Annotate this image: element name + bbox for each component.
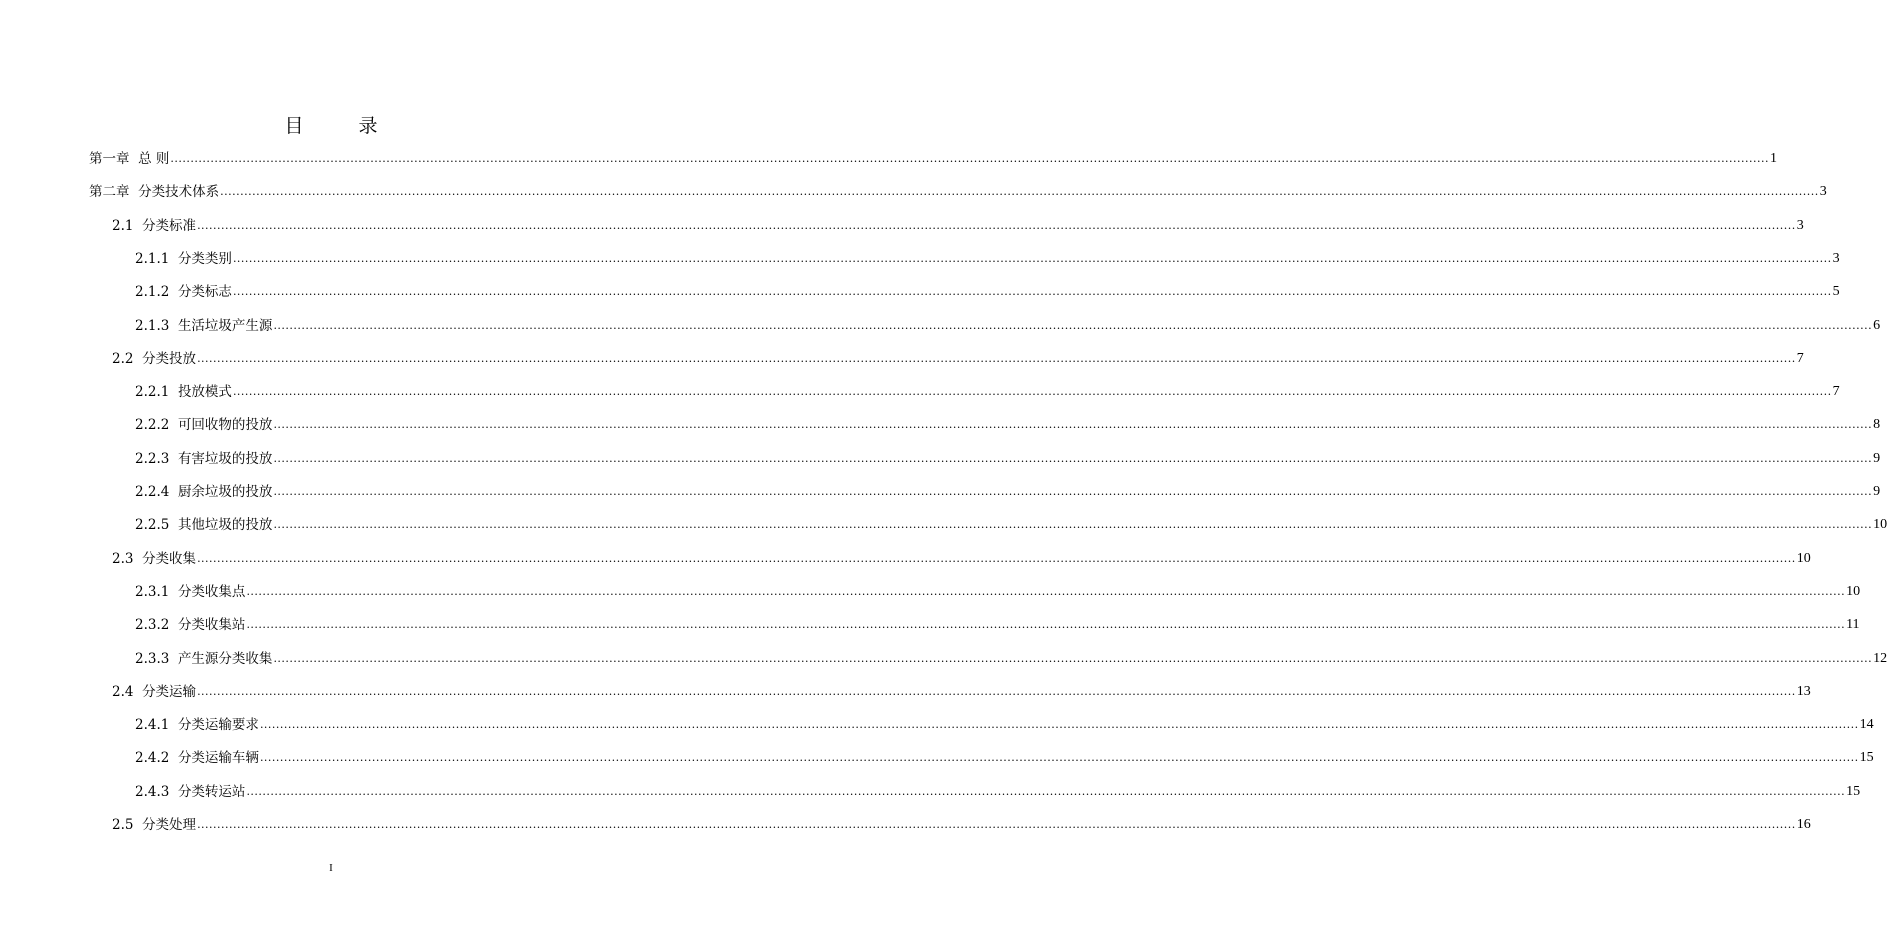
toc-dot-leader: ................................................................................................................................................................................................................................................................................................................................................................................................................ bbox=[246, 618, 1846, 632]
toc-entry-page: 7 bbox=[1796, 350, 1804, 366]
toc-entry-title: 分类技术体系 bbox=[138, 184, 220, 201]
toc-entry-title: 分类转运站 bbox=[177, 783, 246, 800]
toc-entry[interactable] bbox=[135, 648, 1887, 670]
toc-entry-number: 2.2.2 bbox=[135, 417, 178, 434]
toc-entry-page: 14 bbox=[1859, 717, 1874, 733]
toc-entry[interactable] bbox=[112, 814, 1811, 836]
toc-entry[interactable] bbox=[135, 747, 1874, 769]
toc-dot-leader: ................................................................................................................................................................................................................................................................................................................................................................................................................ bbox=[197, 351, 1796, 365]
toc-entry-title: 分类运输要求 bbox=[177, 717, 259, 734]
toc-entry[interactable] bbox=[135, 514, 1887, 536]
toc-dot-leader: ................................................................................................................................................................................................................................................................................................................................................................................................................ bbox=[246, 784, 1846, 798]
toc-entry-page: 7 bbox=[1832, 384, 1840, 400]
toc-entry[interactable] bbox=[135, 381, 1840, 403]
toc-entry-number: 2.1 bbox=[112, 217, 143, 234]
toc-entry[interactable] bbox=[112, 215, 1804, 237]
toc-entry-number: 2.3 bbox=[112, 550, 143, 567]
toc-entry-title: 分类投放 bbox=[142, 350, 197, 367]
toc-entry-page: 6 bbox=[1873, 317, 1881, 333]
toc-entry-page: 3 bbox=[1819, 184, 1827, 200]
page-number: I bbox=[329, 862, 333, 874]
toc-entry-title: 可回收物的投放 bbox=[177, 417, 273, 434]
toc-entry-page: 10 bbox=[1846, 583, 1861, 599]
toc-entry-page: 3 bbox=[1796, 217, 1804, 233]
toc-dot-leader: ................................................................................................................................................................................................................................................................................................................................................................................................................ bbox=[197, 218, 1796, 232]
toc-entry-title: 分类运输 bbox=[142, 683, 197, 700]
toc-entry[interactable] bbox=[112, 348, 1804, 370]
toc-entry-page: 10 bbox=[1873, 517, 1887, 533]
toc-dot-leader: ................................................................................................................................................................................................................................................................................................................................................................................................................ bbox=[273, 318, 1873, 332]
toc-entry-page: 15 bbox=[1846, 783, 1861, 799]
toc-entry[interactable] bbox=[135, 614, 1860, 636]
toc-entry[interactable] bbox=[112, 548, 1811, 570]
toc-dot-leader: ................................................................................................................................................................................................................................................................................................................................................................................................................ bbox=[232, 251, 1832, 265]
page-title: 目 录 bbox=[284, 115, 396, 137]
toc-entry-page: 12 bbox=[1873, 650, 1887, 666]
toc-dot-leader: ................................................................................................................................................................................................................................................................................................................................................................................................................ bbox=[197, 551, 1796, 565]
toc-entry-page: 9 bbox=[1873, 484, 1881, 499]
toc-entry-title: 厨余垃圾的投放 bbox=[177, 484, 273, 500]
toc-entry-title: 生活垃圾产生源 bbox=[177, 317, 273, 334]
toc-entry-number: 2.1.1 bbox=[135, 250, 178, 267]
toc-entry-page: 10 bbox=[1796, 550, 1811, 566]
toc-entry[interactable] bbox=[135, 481, 1881, 503]
toc-entry-number: 2.2.5 bbox=[135, 517, 178, 534]
toc-entry-number: 2.1.2 bbox=[135, 284, 178, 301]
toc-entry[interactable] bbox=[135, 315, 1881, 337]
toc-entry[interactable] bbox=[135, 448, 1881, 470]
toc-entry-number: 2.1.3 bbox=[135, 317, 178, 334]
toc-entry[interactable] bbox=[89, 148, 1778, 170]
toc-entry-title: 分类运输车辆 bbox=[177, 750, 259, 767]
toc-entry[interactable] bbox=[135, 714, 1874, 736]
toc-dot-leader: ................................................................................................................................................................................................................................................................................................................................................................................................................ bbox=[220, 185, 1819, 199]
toc-entry-title: 分类类别 bbox=[177, 250, 232, 267]
toc-dot-leader: ................................................................................................................................................................................................................................................................................................................................................................................................................ bbox=[273, 518, 1873, 532]
toc-entry-number: 2.2.1 bbox=[135, 384, 178, 401]
toc-entry-page: 9 bbox=[1873, 450, 1881, 466]
toc-entry-number: 2.5 bbox=[112, 817, 143, 833]
toc-entry[interactable] bbox=[135, 581, 1861, 603]
toc-entry-page: 3 bbox=[1832, 250, 1840, 266]
toc-entry-title: 投放模式 bbox=[177, 384, 232, 401]
toc-entry-number: 2.3.2 bbox=[135, 617, 178, 634]
toc-entry-page: 16 bbox=[1796, 817, 1811, 832]
toc-dot-leader: ................................................................................................................................................................................................................................................................................................................................................................................................................ bbox=[273, 451, 1873, 465]
toc-entry-number: 第二章 bbox=[89, 184, 139, 201]
toc-entry-number: 2.2.4 bbox=[135, 484, 178, 500]
toc-dot-leader: ................................................................................................................................................................................................................................................................................................................................................................................................................ bbox=[259, 751, 1859, 765]
toc-entry-page: 5 bbox=[1832, 284, 1840, 300]
toc-dot-leader: ................................................................................................................................................................................................................................................................................................................................................................................................................ bbox=[273, 651, 1873, 665]
toc-entry-page: 13 bbox=[1796, 683, 1811, 699]
toc-entry-number: 第一章 bbox=[89, 151, 139, 167]
toc-entry[interactable] bbox=[135, 781, 1861, 803]
toc-entry-title: 分类标志 bbox=[177, 284, 232, 301]
toc-dot-leader: ................................................................................................................................................................................................................................................................................................................................................................................................................ bbox=[273, 418, 1873, 432]
toc-dot-leader: ................................................................................................................................................................................................................................................................................................................................................................................................................ bbox=[197, 818, 1796, 831]
toc-entry-page: 15 bbox=[1859, 750, 1874, 766]
toc-entry-page: 11 bbox=[1846, 617, 1860, 633]
toc-entry[interactable] bbox=[135, 281, 1840, 303]
toc-entry-number: 2.2 bbox=[112, 350, 143, 367]
toc-entry-number: 2.2.3 bbox=[135, 450, 178, 467]
toc-dot-leader: ................................................................................................................................................................................................................................................................................................................................................................................................................ bbox=[273, 485, 1873, 498]
toc-entry-title: 总 则 bbox=[138, 151, 170, 167]
toc-entry-page: 1 bbox=[1770, 151, 1778, 166]
toc-entry[interactable] bbox=[135, 414, 1881, 436]
toc-entry-title: 分类收集 bbox=[142, 550, 197, 567]
toc-entry-title: 分类标准 bbox=[142, 217, 197, 234]
toc-entry-number: 2.4.1 bbox=[135, 717, 178, 734]
toc-entry-page: 8 bbox=[1873, 417, 1881, 433]
toc-entry-title: 分类收集点 bbox=[177, 583, 246, 600]
toc-dot-leader: ................................................................................................................................................................................................................................................................................................................................................................................................................ bbox=[259, 718, 1859, 732]
toc-dot-leader: ................................................................................................................................................................................................................................................................................................................................................................................................................ bbox=[246, 584, 1846, 598]
toc-dot-leader: ................................................................................................................................................................................................................................................................................................................................................................................................................ bbox=[170, 152, 1770, 165]
toc-entry-title: 其他垃圾的投放 bbox=[177, 517, 273, 534]
toc-entry-number: 2.4 bbox=[112, 683, 143, 700]
toc-entry[interactable] bbox=[112, 681, 1811, 703]
toc-entry[interactable] bbox=[135, 248, 1840, 270]
toc-entry-title: 分类处理 bbox=[142, 817, 197, 833]
toc-entry-title: 产生源分类收集 bbox=[177, 650, 273, 667]
toc-dot-leader: ................................................................................................................................................................................................................................................................................................................................................................................................................ bbox=[197, 684, 1796, 698]
toc-entry-number: 2.4.3 bbox=[135, 783, 178, 800]
toc-dot-leader: ................................................................................................................................................................................................................................................................................................................................................................................................................ bbox=[232, 285, 1832, 299]
toc-dot-leader: ................................................................................................................................................................................................................................................................................................................................................................................................................ bbox=[232, 385, 1832, 399]
toc-entry[interactable] bbox=[89, 181, 1827, 203]
toc-entry-number: 2.4.2 bbox=[135, 750, 178, 767]
toc-entry-title: 有害垃圾的投放 bbox=[177, 450, 273, 467]
toc-entry-number: 2.3.1 bbox=[135, 583, 178, 600]
toc-entry-title: 分类收集站 bbox=[177, 617, 246, 634]
toc-entry-number: 2.3.3 bbox=[135, 650, 178, 667]
